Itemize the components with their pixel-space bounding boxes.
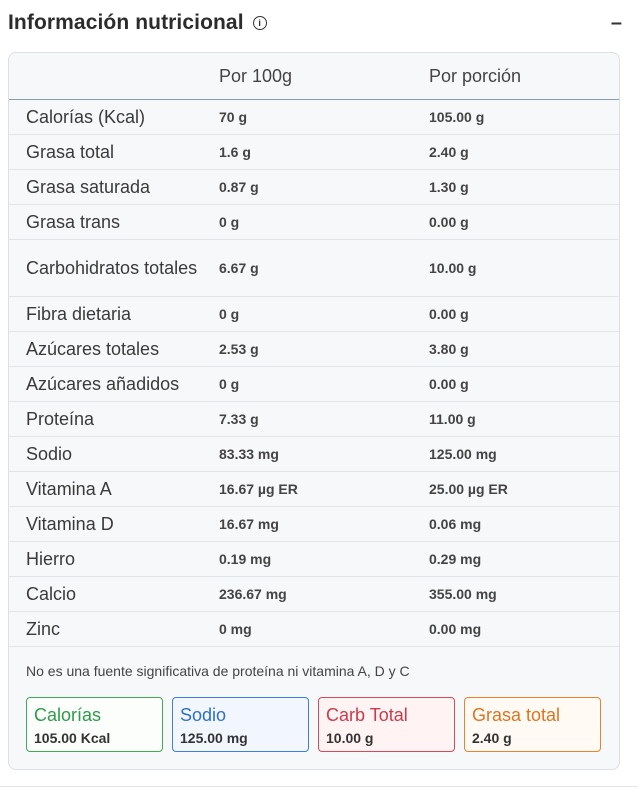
badge-sodium [172,697,309,752]
nutrient-name: Grasa saturada [26,177,151,197]
badge-label: Calorías [34,705,102,725]
nutrition-card [8,52,620,770]
value-per-100g: 1.6 g [219,144,251,160]
table-row [9,577,619,612]
value-per-portion: 105.00 g [429,109,485,125]
badge-value: 125.00 mg [180,730,248,746]
value-per-portion: 0.00 g [429,376,469,392]
value-per-100g: 16.67 µg ER [219,481,298,497]
value-per-portion: 0.00 mg [429,621,482,637]
value-per-portion: 125.00 mg [429,446,497,462]
badge-value: 105.00 Kcal [34,730,111,746]
summary-badges [26,697,601,752]
table-row [9,437,619,472]
nutrient-name: Azúcares totales [26,339,160,359]
table-row [9,402,619,437]
column-header-nutrient [9,53,203,100]
nutrient-name: Vitamina A [26,479,112,499]
nutrient-name: Grasa trans [26,212,121,232]
info-icon[interactable]: i [253,16,267,30]
value-per-portion: 0.00 g [429,214,469,230]
value-per-portion: 0.00 g [429,306,469,322]
table-row [9,135,619,170]
badge-label: Sodio [180,705,227,725]
divider [0,786,638,787]
value-per-100g: 6.67 g [219,260,259,276]
nutrition-table [9,53,619,647]
value-per-portion: 3.80 g [429,341,469,357]
table-row [9,240,619,297]
table-row [9,367,619,402]
value-per-100g: 0.19 mg [219,551,272,567]
badge-carb-total [318,697,455,752]
value-per-portion: 25.00 µg ER [429,481,508,497]
nutrient-name: Proteína [26,409,95,429]
value-per-portion: 0.29 mg [429,551,482,567]
badge-total-fat [464,697,601,752]
column-header-per-100g: Por 100g [203,53,413,100]
nutrient-name: Sodio [26,444,73,464]
table-row [9,205,619,240]
value-per-100g: 0 g [219,214,240,230]
value-per-portion: 355.00 mg [429,586,497,602]
nutrient-name: Azúcares añadidos [26,374,180,394]
nutrient-name: Calcio [26,584,77,604]
value-per-100g: 0 g [219,306,240,322]
badge-label: Carb Total [326,705,408,725]
value-per-100g: 0 mg [219,621,252,637]
badge-label: Grasa total [472,705,561,725]
nutrient-name: Hierro [26,549,76,569]
nutrient-name: Vitamina D [26,514,114,534]
badge-value: 2.40 g [472,730,512,746]
table-row [9,507,619,542]
nutrient-name: Fibra dietaria [26,304,132,324]
value-per-100g: 0.87 g [219,179,259,195]
nutrient-name: Calorías (Kcal) [26,107,146,127]
column-header-per-portion: Por porción [413,53,619,100]
value-per-portion: 1.30 g [429,179,469,195]
value-per-100g: 16.67 mg [219,516,279,532]
panel-header [8,8,622,38]
badge-calories [26,697,163,752]
value-per-100g: 70 g [219,109,248,125]
table-row [9,100,619,135]
panel-title: Información nutricional [8,11,244,34]
table-header-row [9,53,619,100]
table-row [9,472,619,507]
collapse-button[interactable]: – [610,12,622,34]
badge-value: 10.00 g [326,730,374,746]
nutrient-name: Carbohidratos totales [26,258,198,278]
value-per-100g: 0 g [219,376,240,392]
value-per-portion: 0.06 mg [429,516,482,532]
table-row [9,297,619,332]
table-row [9,542,619,577]
table-row [9,612,619,647]
value-per-portion: 2.40 g [429,144,469,160]
table-row [9,332,619,367]
value-per-100g: 7.33 g [219,411,259,427]
value-per-portion: 10.00 g [429,260,477,276]
value-per-100g: 2.53 g [219,341,259,357]
value-per-100g: 236.67 mg [219,586,287,602]
nutrient-name: Grasa total [26,142,115,162]
value-per-100g: 83.33 mg [219,446,279,462]
table-row [9,170,619,205]
value-per-portion: 11.00 g [429,411,476,427]
nutrient-name: Zinc [26,619,61,639]
disclaimer-note: No es una fuente significativa de proteína ni vitamina A, D y C [26,663,410,679]
